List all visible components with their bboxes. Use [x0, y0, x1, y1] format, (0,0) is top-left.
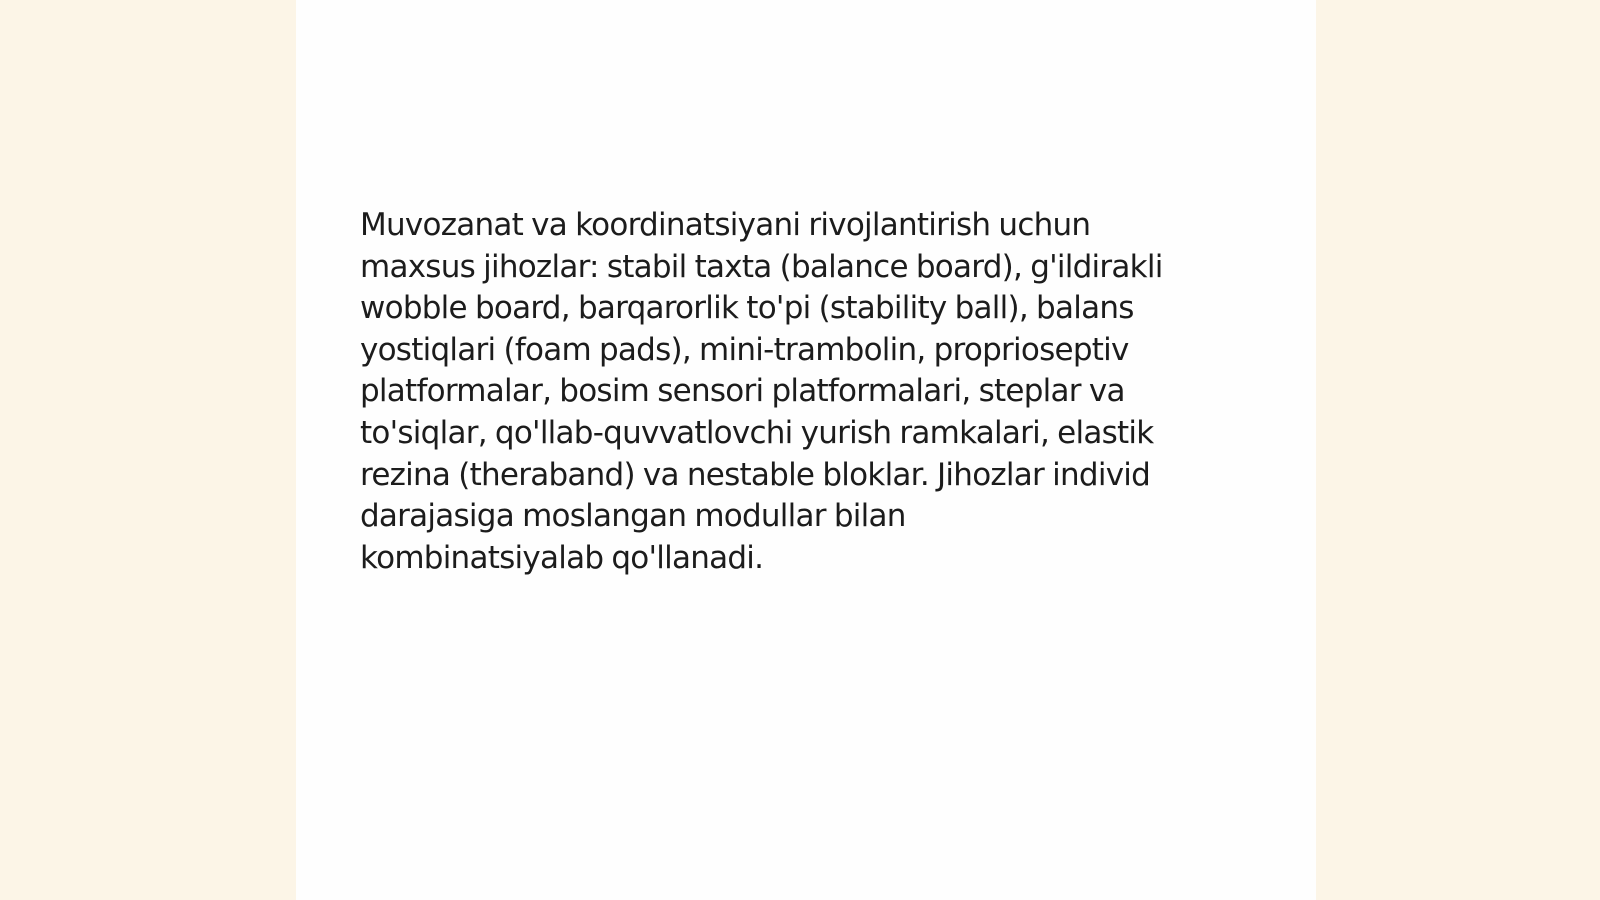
document-page: [296, 0, 1316, 900]
paragraph-line: rezina (theraband) va nestable bloklar. Jihozlar individ: [360, 456, 1151, 493]
paragraph-line: yostiqlari (foam pads), mini-trambolin, proprioseptiv: [360, 331, 1129, 368]
right-margin-panel: [1304, 0, 1600, 900]
paragraph-line: kombinatsiyalab qo'llanadi.: [360, 539, 764, 576]
paragraph-line: to'siqlar, qo'llab-quvvatlovchi yurish ramkalari, elastik: [360, 414, 1154, 451]
paragraph-line: platformalar, bosim sensori platformalari, steplar va: [360, 373, 1125, 410]
paragraph-line: darajasiga moslangan modullar bilan: [360, 498, 906, 535]
paragraph-line: Muvozanat va koordinatsiyani rivojlantirish uchun: [360, 207, 1091, 243]
paragraph-line: maxsus jihozlar: stabil taxta (balance board), g'ildirakli: [360, 248, 1163, 285]
body-paragraph: [360, 205, 1260, 579]
paragraph-line: wobble board, barqarorlik to'pi (stability ball), balans: [360, 290, 1134, 327]
left-margin-panel: [0, 0, 296, 900]
